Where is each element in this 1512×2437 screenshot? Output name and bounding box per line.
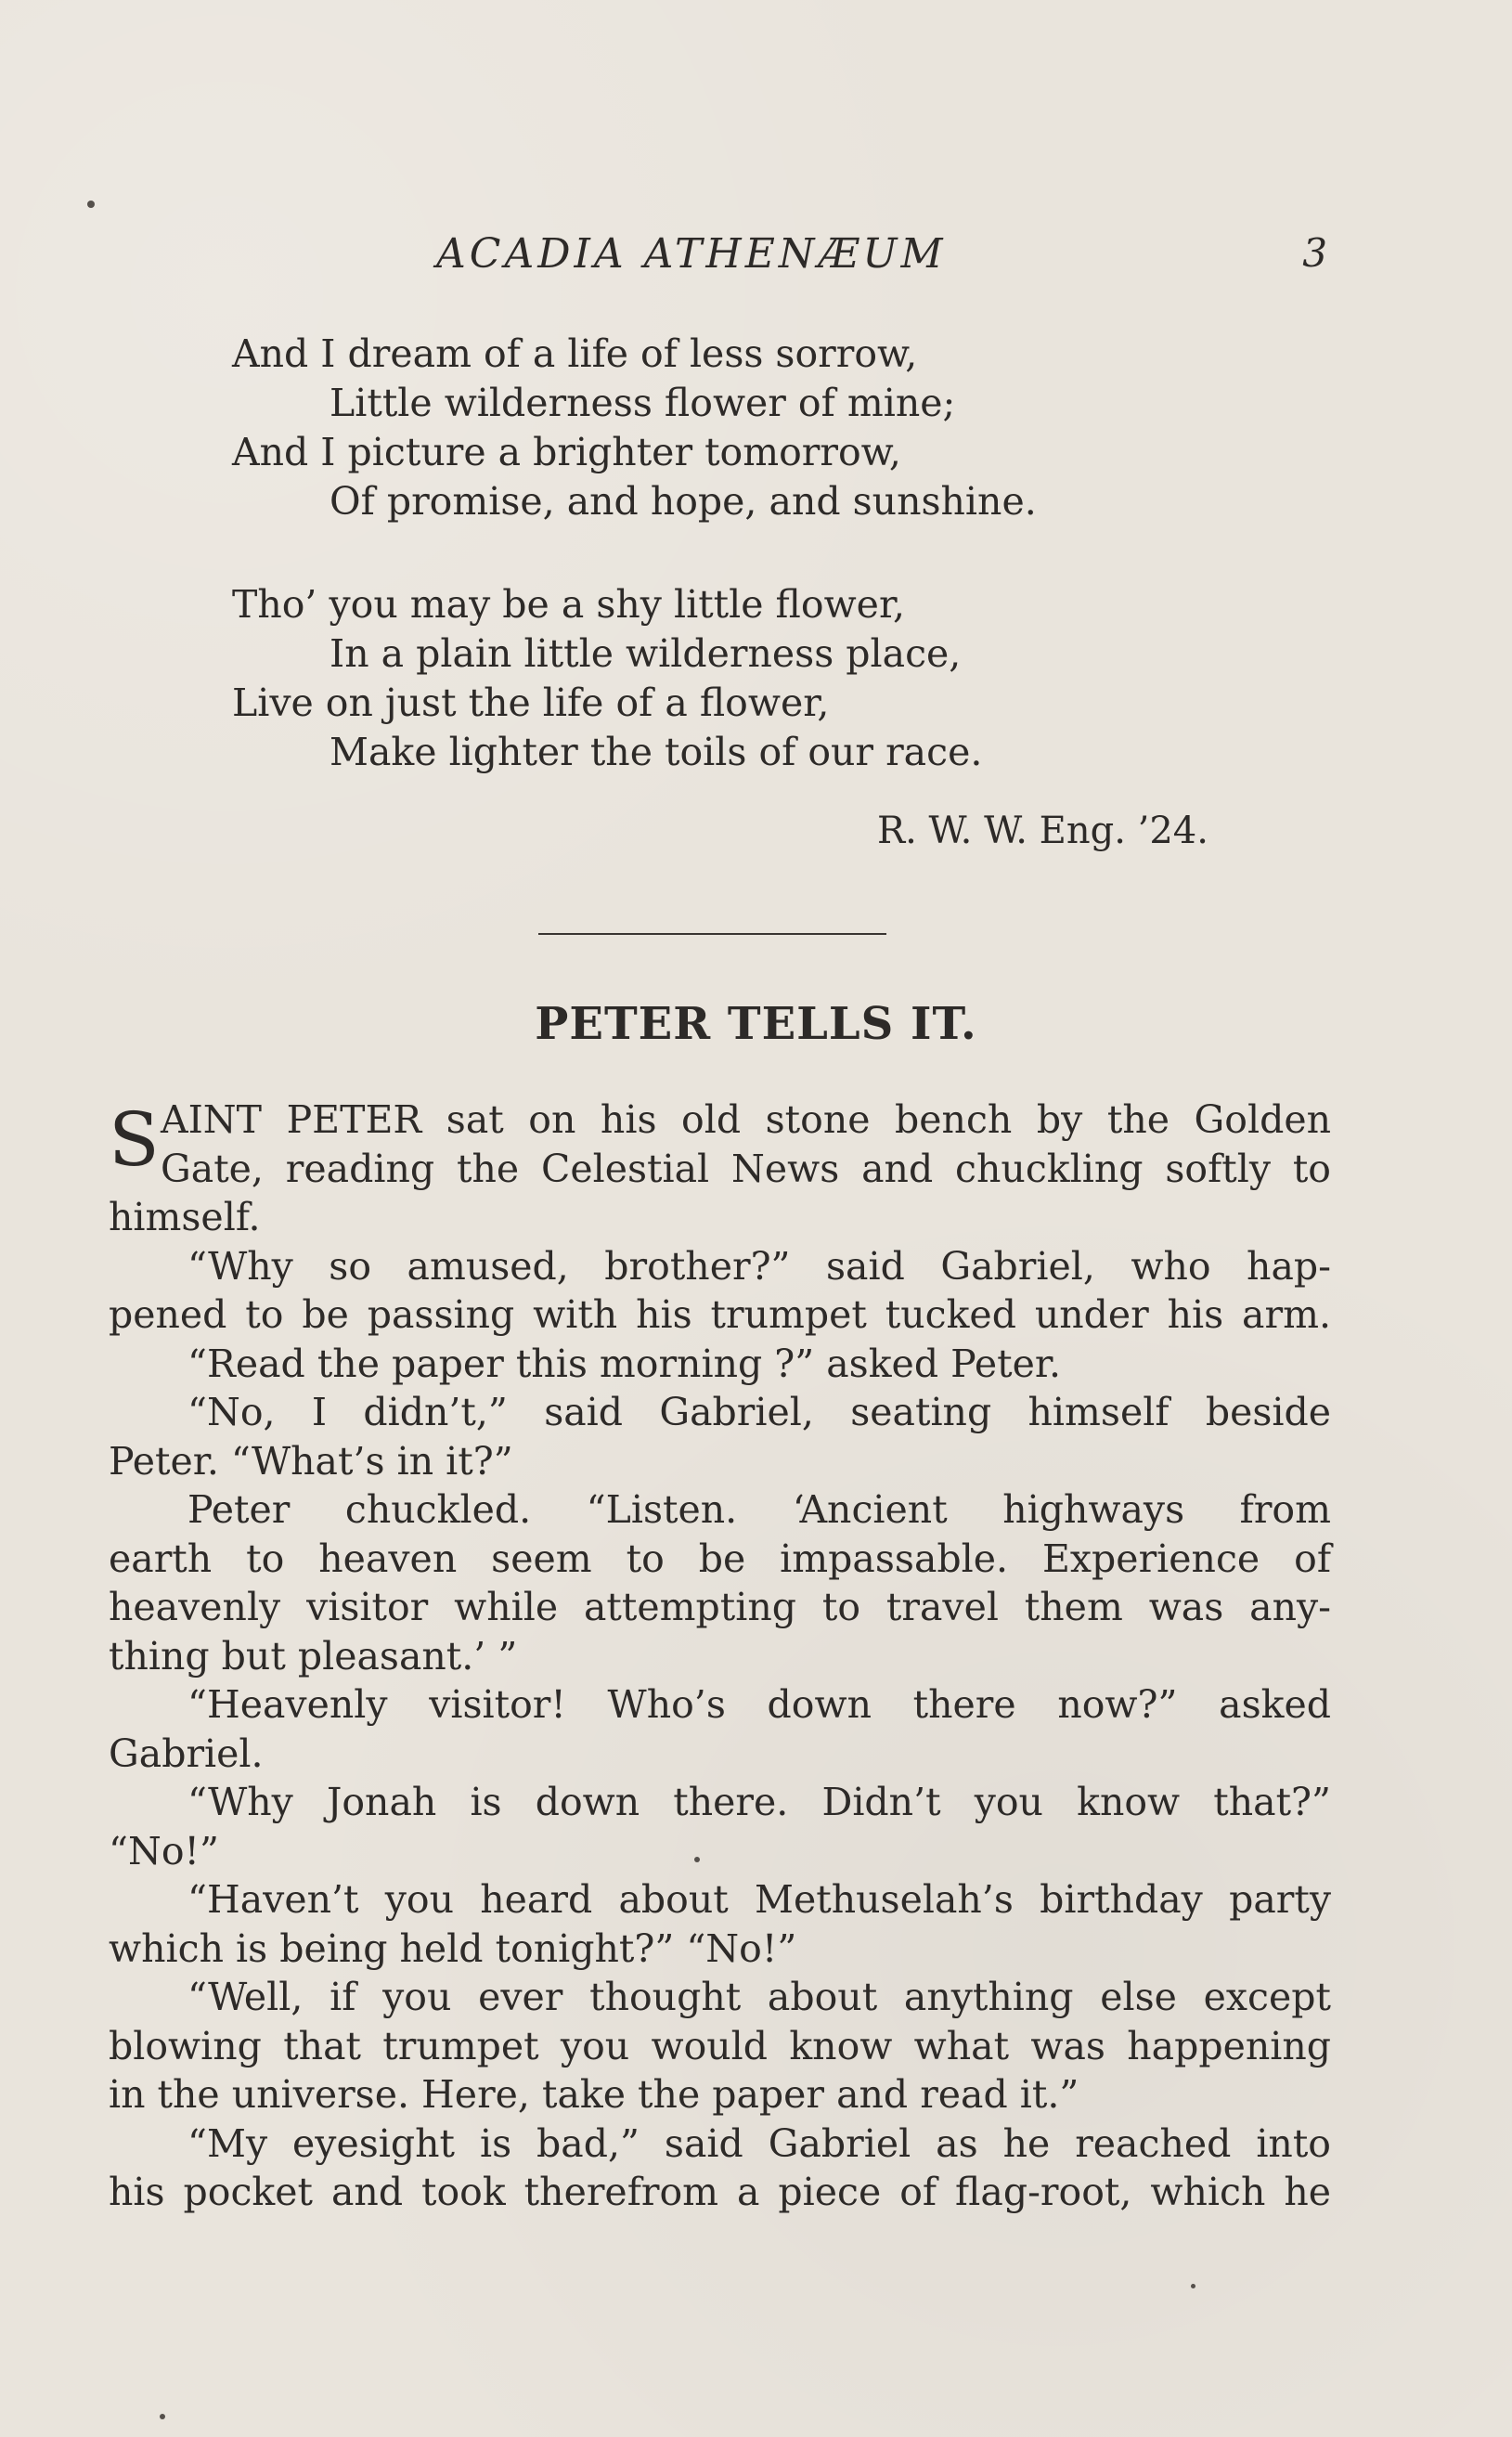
story-line: earth to heaven seem to be impassable. Experience of — [109, 1536, 1331, 1581]
story-line: thing but pleasant.’ ” — [109, 1633, 518, 1679]
story-line: “No!” — [109, 1828, 219, 1873]
story-line: heavenly visitor while attempting to travel them was any- — [109, 1585, 1331, 1629]
page-number: 3 — [1302, 230, 1327, 276]
story-line: “Read the paper this morning ?” asked Peter. — [187, 1341, 1061, 1386]
story-line: “Well, if you ever thought about anything else except — [187, 1975, 1331, 2019]
ink-speck — [87, 201, 95, 208]
poem-signature: R. W. W. Eng. ’24. — [877, 810, 1208, 852]
story-line: “Why so amused, brother?” said Gabriel, who hap- — [187, 1243, 1331, 1289]
poem — [232, 330, 1272, 831]
story-line: “Haven’t you heard about Methuselah’s birthday party — [187, 1877, 1331, 1922]
story-line: Peter. “What’s in it?” — [109, 1438, 513, 1484]
story-line: “No, I didn’t,” said Gabriel, seating himself beside — [187, 1390, 1331, 1434]
story-line: “My eyesight is bad,” said Gabriel as he reached into — [187, 2120, 1331, 2166]
story-line: which is being held tonight?” “No!” — [109, 1925, 797, 1971]
drop-cap: S — [109, 1096, 160, 1183]
ink-speck — [160, 2414, 165, 2419]
poem-line: In a plain little wilderness place, — [330, 631, 962, 676]
section-divider — [538, 933, 886, 935]
poem-line: Tho’ you may be a shy little flower, — [232, 582, 906, 627]
story-line: Gate, reading the Celestial News and chuckling softly to — [161, 1146, 1331, 1191]
running-header — [436, 230, 1327, 286]
story-line: in the universe. Here, take the paper and read it.” — [109, 2072, 1079, 2117]
story-line: “Heavenly visitor! Who’s down there now?” asked — [187, 1682, 1331, 1727]
ink-speck — [1191, 2284, 1195, 2288]
story-line: blowing that trumpet you would know what was happening — [109, 2023, 1331, 2068]
story-line: pened to be passing with his trumpet tucked under his arm. — [109, 1292, 1331, 1337]
story-title: PETER TELLS IT. — [535, 998, 977, 1050]
poem-line: Little wilderness flower of mine; — [330, 381, 956, 425]
story-line: himself. — [109, 1195, 261, 1239]
story-line-text: AINT PETER sat on his old stone bench by the Golden — [161, 1097, 1331, 1142]
poem-line: And I picture a brighter tomorrow, — [232, 430, 901, 474]
story-line: “Why Jonah is down there. Didn’t you know that?” — [187, 1780, 1331, 1824]
story-line: Peter chuckled. “Listen. ‘Ancient highways from — [187, 1487, 1331, 1532]
poem-line: Of promise, and hope, and sunshine. — [330, 479, 1037, 524]
story-text — [109, 1095, 1331, 2217]
poem-line: Make lighter the toils of our race. — [330, 730, 983, 774]
poem-line: Live on just the life of a flower, — [232, 681, 830, 725]
story-line: Gabriel. — [109, 1731, 264, 1776]
poem-line: And I dream of a life of less sorrow, — [232, 331, 918, 376]
page-title: ACADIA ATHENÆUM — [436, 230, 947, 278]
poem-stanza — [232, 580, 1272, 777]
poem-stanza — [232, 330, 1272, 526]
story-line: his pocket and took therefrom a piece of flag-root, which he — [109, 2170, 1331, 2214]
